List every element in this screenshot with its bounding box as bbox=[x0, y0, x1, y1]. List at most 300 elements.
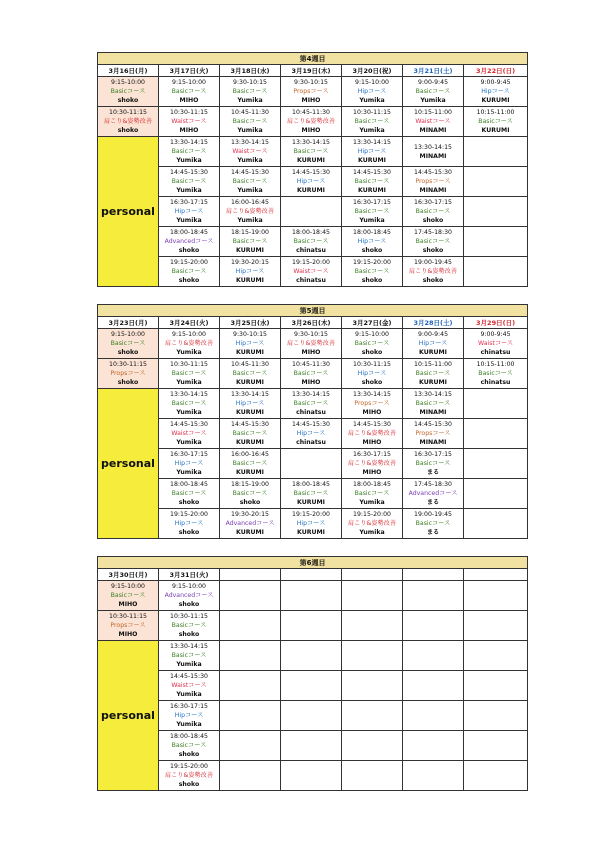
class-slot bbox=[159, 227, 220, 257]
day-header: 3月18日(水) bbox=[220, 65, 281, 77]
class-slot bbox=[464, 107, 528, 137]
day-header: 3月25日(水) bbox=[220, 317, 281, 329]
empty-slot bbox=[403, 761, 464, 791]
slot-time: 10:30-11:15 bbox=[353, 109, 391, 116]
class-row bbox=[98, 641, 528, 671]
slot-instructor: MINAMI bbox=[419, 409, 447, 416]
class-slot bbox=[159, 581, 220, 611]
empty-slot bbox=[464, 167, 528, 197]
slot-instructor: MIHO bbox=[301, 97, 321, 104]
class-slot bbox=[281, 77, 342, 107]
class-slot bbox=[342, 107, 403, 137]
slot-course: Basicコース bbox=[110, 592, 146, 599]
class-slot bbox=[342, 389, 403, 419]
empty-slot bbox=[220, 671, 281, 701]
class-slot bbox=[403, 509, 464, 539]
slot-instructor: Yumika bbox=[176, 721, 202, 728]
class-row bbox=[98, 701, 528, 731]
slot-instructor: Yumika bbox=[176, 439, 202, 446]
class-slot bbox=[342, 257, 403, 287]
empty-slot bbox=[464, 509, 528, 539]
slot-time: 10:45-11:30 bbox=[292, 361, 330, 368]
slot-time: 19:15-20:00 bbox=[292, 259, 330, 266]
slot-course: Hipコース bbox=[296, 520, 326, 527]
class-slot bbox=[220, 197, 281, 227]
slot-instructor: shoko bbox=[361, 277, 383, 284]
slot-instructor: Yumika bbox=[176, 217, 202, 224]
slot-time: 13:30-14:15 bbox=[414, 391, 452, 398]
slot-time: 9:15-10:00 bbox=[355, 331, 389, 338]
class-slot bbox=[220, 329, 281, 359]
slot-course: 肩こり&姿勢改善 bbox=[225, 208, 275, 215]
class-slot bbox=[159, 359, 220, 389]
slot-course: Advancedコース bbox=[164, 238, 214, 245]
slot-course: Advancedコース bbox=[164, 592, 214, 599]
empty-slot bbox=[281, 641, 342, 671]
slot-time: 19:15-20:00 bbox=[170, 511, 208, 518]
class-slot bbox=[281, 137, 342, 167]
slot-course: Basicコース bbox=[171, 400, 207, 407]
class-slot bbox=[342, 359, 403, 389]
class-slot bbox=[342, 509, 403, 539]
day-header: 3月24日(火) bbox=[159, 317, 220, 329]
slot-instructor: chinatsu bbox=[480, 379, 511, 386]
slot-time: 10:30-11:15 bbox=[170, 361, 208, 368]
slot-course: Basicコース bbox=[415, 370, 451, 377]
day-header bbox=[464, 569, 528, 581]
slot-instructor: MIHO bbox=[179, 127, 199, 134]
slot-instructor: shoko bbox=[178, 529, 200, 536]
slot-instructor: Yumika bbox=[176, 469, 202, 476]
slot-course: Basicコース bbox=[293, 148, 329, 155]
slot-course: 肩こり&姿勢改善 bbox=[347, 460, 397, 467]
empty-slot bbox=[220, 731, 281, 761]
class-slot bbox=[342, 479, 403, 509]
slot-course: Waistコース bbox=[171, 430, 207, 437]
slot-course: 肩こり&姿勢改善 bbox=[286, 340, 336, 347]
slot-course: Basicコース bbox=[232, 178, 268, 185]
class-slot bbox=[342, 449, 403, 479]
empty-slot bbox=[220, 761, 281, 791]
slot-course: Propsコース bbox=[415, 430, 451, 437]
slot-time: 9:00-9:45 bbox=[417, 79, 449, 86]
empty-slot bbox=[464, 641, 528, 671]
slot-time: 9:30-10:15 bbox=[294, 331, 328, 338]
class-row bbox=[98, 77, 528, 107]
slot-time: 18:15-19:00 bbox=[231, 481, 269, 488]
class-slot bbox=[98, 107, 159, 137]
slot-course: Basicコース bbox=[478, 118, 513, 125]
class-slot bbox=[464, 359, 528, 389]
slot-course: Basicコース bbox=[171, 88, 207, 95]
slot-course: Basicコース bbox=[354, 340, 390, 347]
class-row bbox=[98, 581, 528, 611]
slot-course: Waistコース bbox=[171, 682, 207, 689]
class-slot bbox=[159, 329, 220, 359]
class-slot bbox=[403, 449, 464, 479]
slot-time: 18:00-18:45 bbox=[292, 229, 330, 236]
class-slot bbox=[281, 257, 342, 287]
slot-instructor: chinatsu bbox=[296, 409, 326, 416]
slot-time: 16:00-16:45 bbox=[231, 451, 269, 458]
slot-course: Basicコース bbox=[110, 88, 146, 95]
slot-course: 肩こり&姿勢改善 bbox=[164, 340, 214, 347]
class-row bbox=[98, 137, 528, 167]
class-slot bbox=[403, 419, 464, 449]
day-header: 3月21日(土) bbox=[403, 65, 464, 77]
slot-course: Hipコース bbox=[174, 460, 204, 467]
class-slot bbox=[159, 389, 220, 419]
empty-slot bbox=[220, 581, 281, 611]
slot-instructor: Yumika bbox=[176, 187, 202, 194]
slot-course: Hipコース bbox=[174, 208, 204, 215]
slot-instructor: shoko bbox=[178, 601, 200, 608]
slot-time: 10:45-11:30 bbox=[231, 109, 269, 116]
slot-time: 14:45-15:30 bbox=[170, 673, 208, 680]
empty-slot bbox=[220, 641, 281, 671]
slot-time: 13:30-14:15 bbox=[353, 139, 391, 146]
slot-time: 18:00-18:45 bbox=[170, 229, 208, 236]
slot-time: 14:45-15:30 bbox=[231, 421, 269, 428]
empty-slot bbox=[342, 581, 403, 611]
week-title: 第4週目 bbox=[98, 53, 528, 65]
class-slot bbox=[98, 581, 159, 611]
slot-course: Basicコース bbox=[232, 118, 268, 125]
slot-instructor: Yumika bbox=[176, 157, 202, 164]
slot-instructor: Yumika bbox=[237, 217, 263, 224]
day-header: 3月16日(月) bbox=[98, 65, 159, 77]
slot-time: 10:30-11:15 bbox=[109, 613, 147, 620]
personal-label: personal bbox=[98, 137, 159, 287]
slot-instructor: まる bbox=[426, 529, 440, 536]
class-slot bbox=[342, 77, 403, 107]
slot-course: Waistコース bbox=[232, 148, 268, 155]
slot-instructor: shoko bbox=[117, 97, 139, 104]
slot-time: 9:00-9:45 bbox=[480, 79, 511, 86]
slot-course: Hipコース bbox=[481, 88, 510, 95]
slot-course: 肩こり&姿勢改善 bbox=[103, 118, 153, 125]
class-slot bbox=[220, 479, 281, 509]
slot-instructor: shoko bbox=[422, 217, 444, 224]
slot-time: 9:15-10:00 bbox=[111, 331, 145, 338]
class-slot bbox=[281, 107, 342, 137]
class-slot bbox=[403, 257, 464, 287]
empty-slot bbox=[464, 671, 528, 701]
class-slot bbox=[281, 227, 342, 257]
slot-time: 9:30-10:15 bbox=[294, 79, 328, 86]
slot-instructor: MIHO bbox=[362, 469, 382, 476]
empty-slot bbox=[281, 611, 342, 641]
empty-slot bbox=[464, 137, 528, 167]
slot-instructor: Yumika bbox=[237, 157, 263, 164]
slot-instructor: shoko bbox=[178, 781, 200, 788]
class-slot bbox=[281, 509, 342, 539]
slot-instructor: Yumika bbox=[359, 499, 385, 506]
class-slot bbox=[220, 419, 281, 449]
slot-course: Basicコース bbox=[171, 742, 207, 749]
slot-course: Basicコース bbox=[171, 622, 207, 629]
slot-instructor: Yumika bbox=[176, 349, 202, 356]
empty-slot bbox=[342, 671, 403, 701]
slot-course: Basicコース bbox=[171, 148, 207, 155]
slot-instructor: MINAMI bbox=[419, 127, 447, 134]
day-header: 3月29日(日) bbox=[464, 317, 528, 329]
class-slot bbox=[159, 731, 220, 761]
slot-instructor: KURUMI bbox=[419, 379, 447, 386]
class-row bbox=[98, 671, 528, 701]
slot-course: Waistコース bbox=[477, 340, 514, 347]
day-header: 3月23日(月) bbox=[98, 317, 159, 329]
slot-time: 14:45-15:30 bbox=[170, 169, 208, 176]
slot-time: 16:30-17:15 bbox=[353, 451, 391, 458]
slot-instructor: shoko bbox=[361, 349, 383, 356]
class-slot bbox=[159, 197, 220, 227]
slot-time: 9:15-10:00 bbox=[355, 79, 389, 86]
slot-time: 16:30-17:15 bbox=[170, 199, 208, 206]
slot-course: Basicコース bbox=[293, 370, 329, 377]
slot-course: Basicコース bbox=[354, 178, 390, 185]
slot-course: Basicコース bbox=[415, 208, 451, 215]
slot-time: 13:30-14:15 bbox=[170, 139, 208, 146]
slot-instructor: KURUMI bbox=[236, 439, 264, 446]
class-row bbox=[98, 731, 528, 761]
class-row bbox=[98, 611, 528, 641]
class-slot bbox=[159, 611, 220, 641]
empty-slot bbox=[403, 701, 464, 731]
empty-slot bbox=[464, 257, 528, 287]
class-slot bbox=[159, 449, 220, 479]
class-slot bbox=[159, 77, 220, 107]
slot-course: Propsコース bbox=[110, 622, 146, 629]
slot-course: Waistコース bbox=[171, 118, 207, 125]
class-slot bbox=[281, 167, 342, 197]
slot-time: 10:45-11:30 bbox=[231, 361, 269, 368]
slot-time: 13:30-14:15 bbox=[414, 143, 452, 151]
class-slot bbox=[159, 671, 220, 701]
class-slot bbox=[464, 329, 528, 359]
slot-course: Hipコース bbox=[235, 340, 265, 347]
slot-course: Hipコース bbox=[418, 340, 448, 347]
slot-time: 13:30-14:15 bbox=[170, 643, 208, 650]
day-header: 3月26日(木) bbox=[281, 317, 342, 329]
day-header: 3月19日(木) bbox=[281, 65, 342, 77]
class-slot bbox=[159, 761, 220, 791]
slot-instructor: KURUMI bbox=[236, 379, 264, 386]
slot-course: Basicコース bbox=[232, 490, 268, 497]
slot-instructor: KURUMI bbox=[297, 187, 325, 194]
slot-course: 肩こり&姿勢改善 bbox=[286, 118, 336, 125]
class-slot bbox=[220, 389, 281, 419]
empty-slot bbox=[464, 449, 528, 479]
slot-time: 16:00-16:45 bbox=[231, 199, 269, 206]
slot-course: Basicコース bbox=[110, 340, 146, 347]
class-row bbox=[98, 449, 528, 479]
slot-instructor: shoko bbox=[178, 631, 200, 638]
slot-course: Propsコース bbox=[415, 178, 451, 185]
class-slot bbox=[403, 137, 464, 167]
slot-time: 16:30-17:15 bbox=[414, 451, 452, 458]
slot-course: Basicコース bbox=[171, 652, 207, 659]
week-table bbox=[97, 304, 528, 539]
class-slot bbox=[342, 137, 403, 167]
empty-slot bbox=[464, 701, 528, 731]
empty-slot bbox=[464, 581, 528, 611]
slot-instructor: KURUMI bbox=[481, 97, 510, 104]
empty-slot bbox=[281, 761, 342, 791]
empty-slot bbox=[281, 449, 342, 479]
class-slot bbox=[159, 509, 220, 539]
slot-course: Basicコース bbox=[478, 370, 513, 377]
slot-course: Basicコース bbox=[354, 208, 390, 215]
slot-time: 10:15-11:00 bbox=[476, 361, 515, 368]
day-header: 3月17日(火) bbox=[159, 65, 220, 77]
slot-instructor: chinatsu bbox=[296, 277, 326, 284]
class-row bbox=[98, 257, 528, 287]
slot-course: 肩こり&姿勢改善 bbox=[347, 520, 397, 527]
empty-slot bbox=[403, 731, 464, 761]
slot-instructor: Yumika bbox=[176, 691, 202, 698]
slot-course: Hipコース bbox=[235, 268, 265, 275]
slot-time: 9:00-9:45 bbox=[480, 331, 511, 338]
class-slot bbox=[98, 611, 159, 641]
class-row bbox=[98, 761, 528, 791]
slot-time: 19:15-20:00 bbox=[170, 763, 208, 770]
week-title: 第6週目 bbox=[98, 557, 528, 569]
slot-time: 13:30-14:15 bbox=[231, 139, 269, 146]
slot-course: Basicコース bbox=[293, 238, 329, 245]
slot-course: Basicコース bbox=[171, 268, 207, 275]
slot-instructor: MIHO bbox=[301, 379, 321, 386]
slot-instructor: Yumika bbox=[237, 97, 263, 104]
slot-instructor: まる bbox=[426, 499, 440, 506]
class-slot bbox=[403, 329, 464, 359]
slot-time: 14:45-15:30 bbox=[292, 421, 330, 428]
slot-instructor: まる bbox=[426, 469, 440, 476]
slot-time: 18:15-19:00 bbox=[231, 229, 269, 236]
empty-slot bbox=[464, 227, 528, 257]
slot-time: 10:15-11:00 bbox=[414, 361, 452, 368]
empty-slot bbox=[464, 479, 528, 509]
class-slot bbox=[98, 77, 159, 107]
slot-instructor: Yumika bbox=[359, 127, 385, 134]
slot-course: Basicコース bbox=[232, 430, 268, 437]
slot-time: 19:00-19:45 bbox=[414, 511, 452, 518]
slot-instructor: MIHO bbox=[362, 409, 382, 416]
day-header: 3月20日(祝) bbox=[342, 65, 403, 77]
week-table bbox=[97, 52, 528, 287]
class-row bbox=[98, 107, 528, 137]
slot-instructor: shoko bbox=[178, 277, 200, 284]
slot-course: Basicコース bbox=[232, 460, 268, 467]
slot-instructor: KURUMI bbox=[297, 157, 325, 164]
class-row bbox=[98, 389, 528, 419]
empty-slot bbox=[342, 731, 403, 761]
slot-course: Basicコース bbox=[415, 88, 451, 95]
empty-slot bbox=[464, 389, 528, 419]
slot-course: Hipコース bbox=[357, 238, 387, 245]
slot-time: 19:15-20:00 bbox=[170, 259, 208, 266]
week-table bbox=[97, 556, 528, 791]
slot-time: 10:15-11:00 bbox=[476, 109, 515, 116]
slot-course: 肩こり&姿勢改善 bbox=[164, 772, 214, 779]
class-slot bbox=[281, 389, 342, 419]
empty-slot bbox=[281, 197, 342, 227]
slot-instructor: MIHO bbox=[301, 349, 321, 356]
slot-time: 9:15-10:00 bbox=[172, 583, 206, 590]
slot-time: 19:30-20:15 bbox=[231, 511, 269, 518]
day-header bbox=[403, 569, 464, 581]
slot-course: Basicコース bbox=[293, 400, 329, 407]
class-slot bbox=[220, 77, 281, 107]
day-header: 3月22日(日) bbox=[464, 65, 528, 77]
slot-time: 9:30-10:15 bbox=[233, 79, 267, 86]
empty-slot bbox=[464, 731, 528, 761]
slot-instructor: MIHO bbox=[179, 97, 199, 104]
slot-instructor: shoko bbox=[239, 499, 261, 506]
day-header: 3月31日(火) bbox=[159, 569, 220, 581]
slot-course: Waistコース bbox=[415, 118, 451, 125]
slot-time: 14:45-15:30 bbox=[353, 421, 391, 428]
personal-label: personal bbox=[98, 389, 159, 539]
day-header bbox=[342, 569, 403, 581]
slot-time: 10:30-11:15 bbox=[353, 361, 391, 368]
empty-slot bbox=[403, 581, 464, 611]
class-slot bbox=[403, 77, 464, 107]
slot-instructor: MIHO bbox=[362, 439, 382, 446]
class-slot bbox=[342, 329, 403, 359]
class-row bbox=[98, 329, 528, 359]
slot-course: Hipコース bbox=[235, 400, 265, 407]
slot-time: 10:30-11:15 bbox=[170, 613, 208, 620]
slot-time: 19:15-20:00 bbox=[292, 511, 330, 518]
slot-course: Advancedコース bbox=[225, 520, 275, 527]
class-slot bbox=[159, 107, 220, 137]
slot-course: Waistコース bbox=[293, 268, 329, 275]
slot-time: 16:30-17:15 bbox=[353, 199, 391, 206]
slot-course: Hipコース bbox=[357, 370, 387, 377]
slot-course: Hipコース bbox=[357, 88, 387, 95]
class-slot bbox=[281, 329, 342, 359]
day-header: 3月28日(土) bbox=[403, 317, 464, 329]
slot-instructor: Yumika bbox=[359, 529, 385, 536]
slot-time: 10:45-11:30 bbox=[292, 109, 330, 116]
slot-time: 19:00-19:45 bbox=[414, 259, 452, 266]
class-slot bbox=[342, 167, 403, 197]
day-header: 3月27日(金) bbox=[342, 317, 403, 329]
class-slot bbox=[220, 137, 281, 167]
empty-slot bbox=[342, 761, 403, 791]
class-slot bbox=[220, 359, 281, 389]
slot-course: Basicコース bbox=[354, 268, 390, 275]
slot-instructor: Yumika bbox=[176, 409, 202, 416]
slot-time: 14:45-15:30 bbox=[231, 169, 269, 176]
slot-instructor: shoko bbox=[178, 247, 200, 254]
slot-course: Basicコース bbox=[415, 400, 451, 407]
slot-time: 13:30-14:15 bbox=[353, 391, 391, 398]
class-slot bbox=[464, 77, 528, 107]
slot-instructor: KURUMI bbox=[236, 469, 264, 476]
slot-instructor: MIHO bbox=[118, 601, 138, 608]
slot-time: 9:15-10:00 bbox=[111, 79, 145, 86]
slot-time: 14:45-15:30 bbox=[353, 169, 391, 176]
slot-instructor: KURUMI bbox=[481, 127, 510, 134]
slot-course: Basicコース bbox=[354, 490, 390, 497]
class-slot bbox=[159, 479, 220, 509]
slot-instructor: chinatsu bbox=[296, 439, 326, 446]
slot-time: 19:15-20:00 bbox=[353, 511, 391, 518]
empty-slot bbox=[464, 419, 528, 449]
slot-time: 19:30-20:15 bbox=[231, 259, 269, 266]
